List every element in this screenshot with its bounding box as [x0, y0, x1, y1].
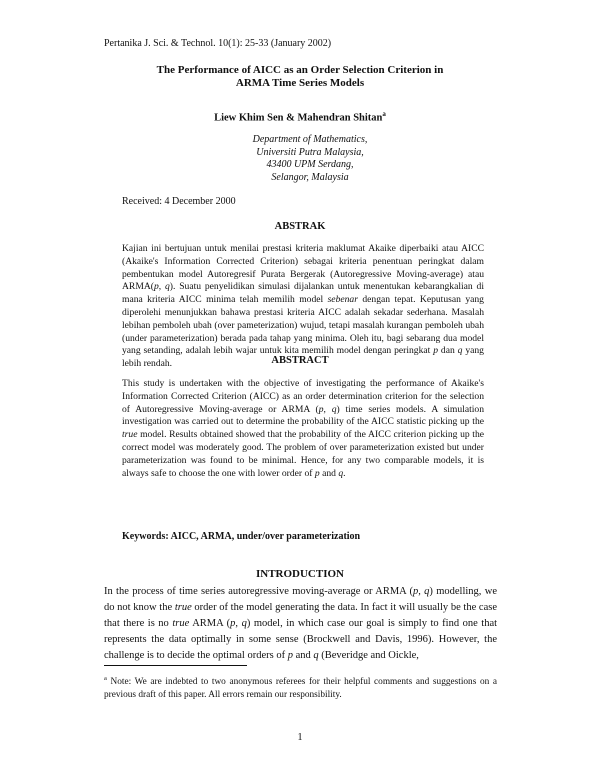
affiliation-line: Selangor, Malaysia: [271, 171, 349, 183]
page-number: 1: [297, 732, 303, 743]
footnote-text: Note: We are indebted to two anonymous referees for their helpful comments and suggestions on a previous draft of this paper. All errors remain our responsibility.: [104, 677, 497, 701]
keywords: Keywords: AICC, ARMA, under/over parameterization: [122, 531, 361, 542]
affiliation-line: Universiti Putra Malaysia,: [256, 146, 364, 158]
footnote: [104, 672, 497, 702]
title-line-1: The Performance of AICC as an Order Selection Criterion in: [156, 64, 444, 76]
affiliation-line: Department of Mathematics,: [252, 134, 368, 145]
abstract-heading: ABSTRACT: [271, 355, 329, 366]
footnote-divider: [104, 665, 247, 666]
abstrak-text: Kajian ini bertujuan untuk menilai prestasi kriteria maklumat Akaike diperbaiki atau AICC (Akaike's Information Corrected Criterion) sebagai kriteria penentuan peringkat dalam pembentukan model Autoregresif Purata Bergerak (Autoregressive Moving-average) atau ARMA(p, q). Suatu penyelidikan simulasi dijalankan untuk menentukan kebarangkalian di mana kriteria AICC minima telah memilih model sebenar dengan tepat. Keputusan yang diperolehi menunjukkan bahawa prestasi kriteria AICC adalah sekadar sederhana. Masalah lebihan pemboleh ubah (over pameterization) wujud, tetapi masalah kurangan pemboleh ubah (under parameterization) berada pada tahap yang minima. Oleh itu, bagi sebarang dua model yang setanding, adalah lebih wajar untuk kita memilih model dengan peringkat p dan q yang lebih rendah.: [122, 243, 484, 370]
abstrak-heading: ABSTRAK: [274, 221, 326, 232]
authors: [80, 110, 520, 124]
author-names: Liew Khim Sen & Mahendran Shitan: [214, 112, 383, 124]
abstract-text: This study is undertaken with the objective of investigating the performance of Akaike's Information Corrected Criterion (AICC) as an order determination criterion for the selection of Autoregressive Moving-average or ARMA (p, q) time series models. A simulation investigation was carried out to determine the probability of the AICC statistic picking up the true model. Results obtained showed that the probability of the AICC criterion picking up the correct model was moderately good. The problem of over parameterization existed but under parameterization was found to be minimal. Hence, for any two comparable models, it is always safe to choose the one with lower order of p and q.: [122, 378, 484, 479]
paper-title: [80, 64, 520, 90]
footnote-mark: a: [104, 675, 107, 682]
affiliation-line: 43400 UPM Serdang,: [266, 159, 354, 170]
affiliation: [200, 134, 420, 184]
title-line-2: ARMA Time Series Models: [235, 77, 365, 89]
journal-reference: Pertanika J. Sci. & Technol. 10(1): 25-33 (January 2002): [104, 38, 332, 49]
received-date: Received: 4 December 2000: [122, 196, 236, 207]
introduction-text: In the process of time series autoregressive moving-average or ARMA (p, q) modelling, we do not know the true order of the model generating the data. In fact it will usually be the case that there is no true ARMA (p, q) model, in which case our goal is simply to find one that represents the data optimally in some sense (Brockwell and Davis, 1996). However, the challenge is to decide the optimal orders of p and q (Beveridge and Oickle,: [104, 586, 498, 661]
introduction-heading: INTRODUCTION: [255, 568, 344, 580]
author-footnote-mark: a: [382, 110, 386, 118]
